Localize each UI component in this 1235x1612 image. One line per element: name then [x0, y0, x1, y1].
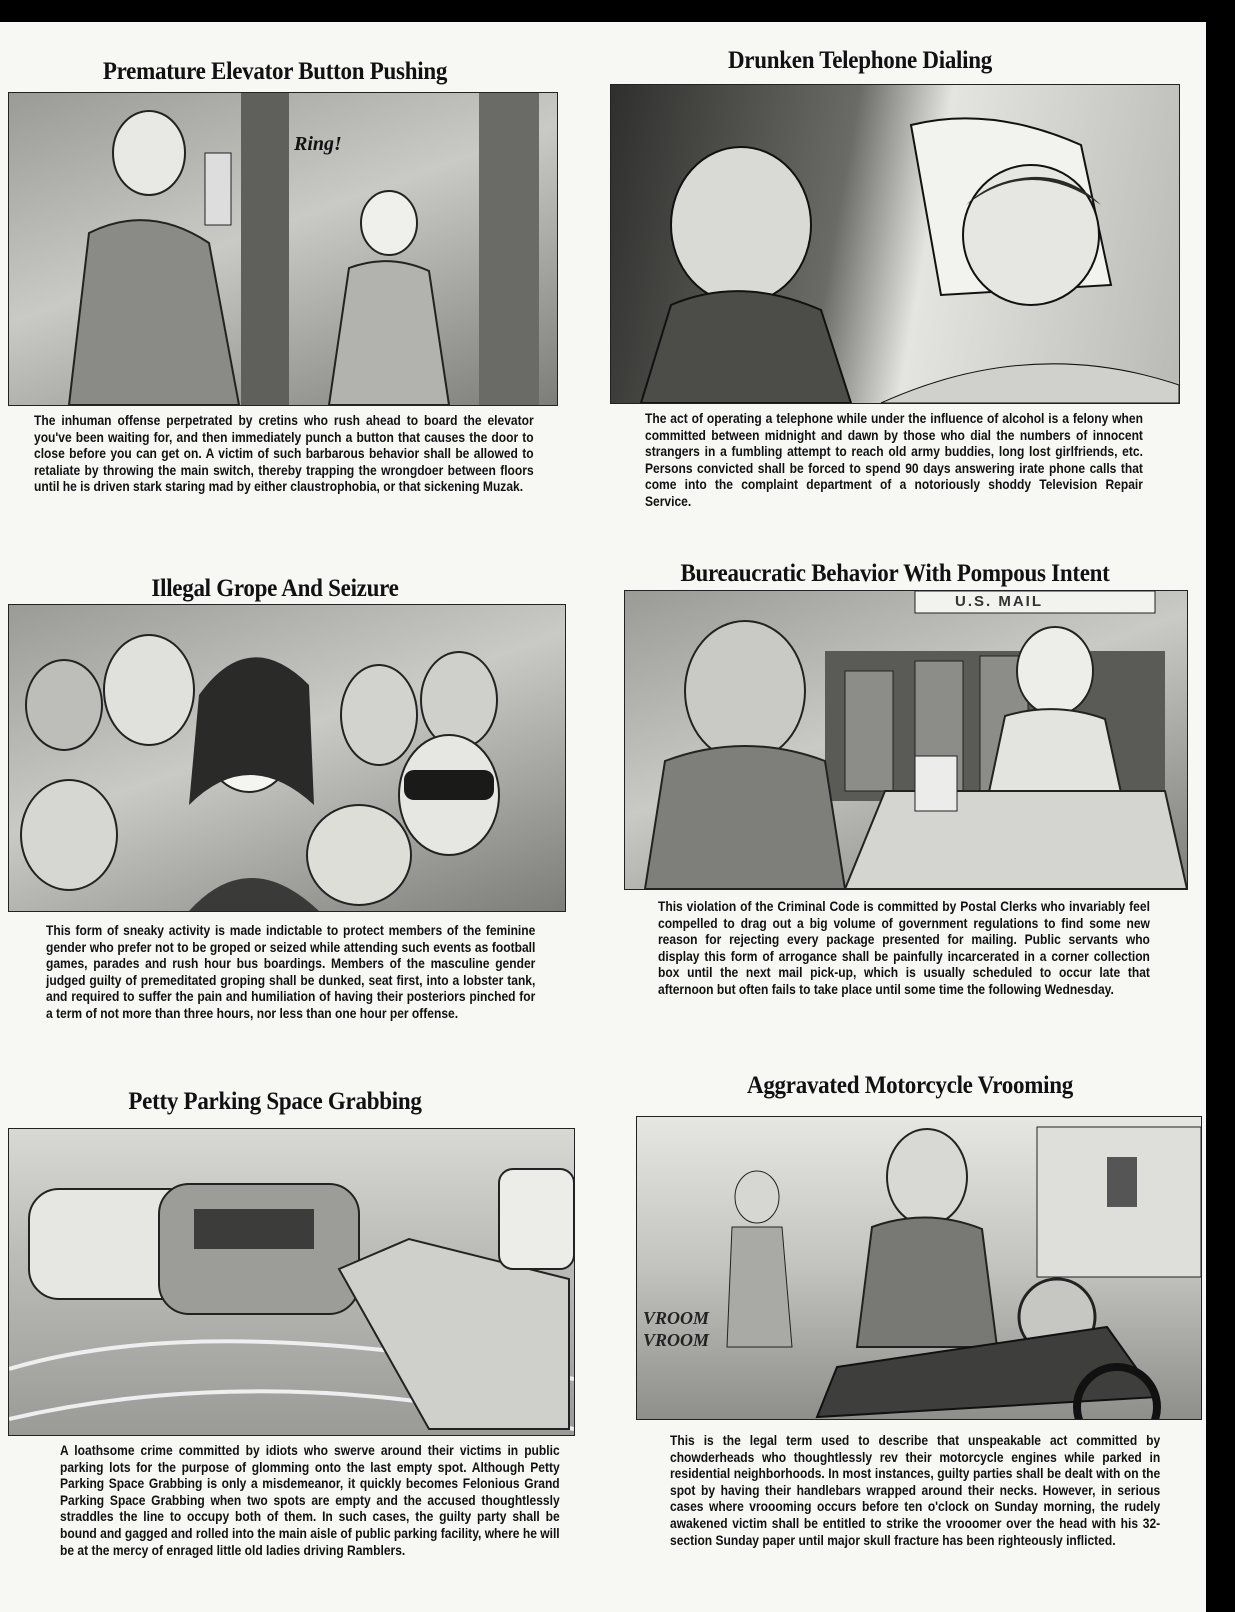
article-title: Petty Parking Space Grabbing: [128, 1088, 422, 1115]
article-title: Aggravated Motorcycle Vrooming: [747, 1072, 1073, 1099]
illustration-crowd: [8, 604, 566, 912]
article-title: Drunken Telephone Dialing: [727, 47, 993, 74]
article-title: Bureaucratic Behavior With Pompous Intent: [680, 560, 1110, 587]
sound-effect-label: Ring!: [294, 133, 342, 155]
article-text: This is the legal term used to describe that unspeakable act committed by chowderheads who thoughtlessly rev their motorcycle engines while parked in residential neighborhoods. In most instances, guilty parties shall be dealt with on the spot by having their handlebars wrapped around their necks. However, in serious cases where vroooming occurs before ten o'clock on Sunday morning, the rudely awakened victim shall be entitled to strike the vrooomer over the head with his 32-section Sunday paper until major skull fracture has been righteously inflicted.: [670, 1432, 1161, 1548]
illustration-parking-lot: [8, 1128, 575, 1436]
illustration-telephone: [610, 84, 1180, 404]
magazine-page: [0, 22, 1206, 1612]
article-text: The inhuman offense perpetrated by cretins who rush ahead to board the elevator you've been waiting for, and then immediately punch a button that causes the door to close before you can get on. A victim of such barbarous behavior shall be allowed to retaliate by throwing the main switch, thereby trapping the wrongdoer between floors until he is driven stark staring mad by either claustrophobia, or that sickening Muzak.: [34, 412, 534, 495]
page-edge: [1206, 0, 1235, 1612]
article-title: Illegal Grope And Seizure: [151, 575, 399, 602]
article-text: This violation of the Criminal Code is committed by Postal Clerks who invariably feel compelled to drag out a big volume of government regulations to find some new reason for rejecting every package presented for mailing. Public servants who display this form of arrogance shall be painfully incarcerated in a corner collection box until the next mail pick-up, which is usually scheduled to occur late that afternoon but often fails to take place until some time the following Wednesday.: [658, 898, 1150, 997]
illustration-motorcycle: [636, 1116, 1202, 1420]
article-text: The act of operating a telephone while under the influence of alcohol is a felony when committed between midnight and dawn by those who dial the numbers of innocent strangers in a fumbling attempt to reach old army buddies, long lost girlfriends, etc. Persons convicted shall be forced to spend 90 days answering irate phone calls that come into the complaint department of a notoriously shoddy Television Repair Service.: [645, 410, 1143, 509]
article-text: A loathsome crime committed by idiots who swerve around their victims in public parking lots for the purpose of glomming onto the last empty spot. Although Petty Parking Space Grabbing is only a misdemeanor, it quickly becomes Felonious Grand Parking Space Grabbing when two spots are empty and the accused thoughtlessly straddles the line to occupy both of them. In such cases, the guilty party shall be bound and gagged and rolled into the main aisle of public parking facility, where he will be at the mercy of enraged little old ladies driving Ramblers.: [60, 1442, 560, 1558]
sign-label: U.S. MAIL: [955, 593, 1043, 610]
illustration-post-office: [624, 590, 1188, 890]
article-text: This form of sneaky activity is made indictable to protect members of the feminine gender who prefer not to be groped or seized while attending such events as football games, parades and rush hour bus boardings. Members of the masculine gender judged guilty of premeditated groping shall be dunked, seat first, into a lobster tank, and required to suffer the pain and humiliation of having their posteriors pinched for a term of not more than three hours, nor less than one hour per offense.: [46, 922, 536, 1021]
article-title: Premature Elevator Button Pushing: [102, 58, 448, 85]
illustration-elevator: [8, 92, 558, 406]
sound-effect-label: VROOM VROOM: [643, 1308, 710, 1350]
